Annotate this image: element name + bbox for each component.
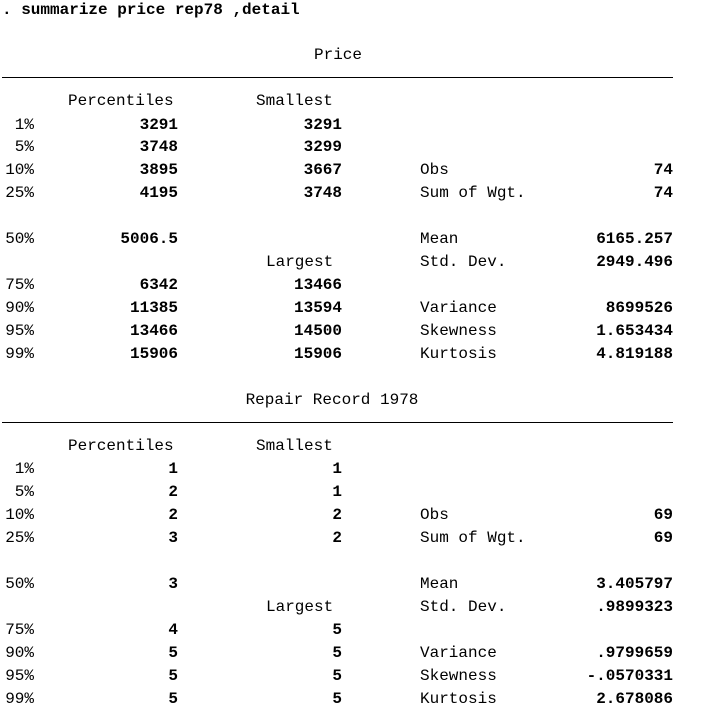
- stat-label: Mean: [420, 230, 459, 248]
- percentile-value: 5006.5: [120, 230, 178, 248]
- percent-label: 50%: [5, 230, 34, 248]
- stat-label: Variance: [420, 299, 497, 317]
- percentiles-header: Percentiles: [68, 437, 174, 455]
- stat-value: .9899323: [596, 598, 673, 616]
- largest-value: 14500: [293, 322, 342, 340]
- stat-value: 74: [653, 184, 673, 202]
- percentile-value: 3: [168, 529, 178, 547]
- smallest-value: 3299: [303, 138, 342, 156]
- stat-label: Obs: [420, 506, 449, 524]
- percentile-value: 11385: [129, 299, 178, 317]
- largest-value: 5: [332, 644, 342, 662]
- stat-value: 6165.257: [596, 230, 673, 248]
- percent-label: 90%: [5, 644, 34, 662]
- stat-label: Std. Dev.: [420, 598, 507, 616]
- percentile-value: 2: [168, 506, 178, 524]
- smallest-header: Smallest: [256, 92, 333, 110]
- largest-value: 5: [332, 667, 342, 685]
- smallest-value: 3748: [303, 184, 342, 202]
- percentile-value: 15906: [129, 345, 178, 363]
- command-line: . summarize price rep78 ,detail: [2, 1, 300, 19]
- percentiles-header: Percentiles: [68, 92, 174, 110]
- stat-value: -.0570331: [586, 667, 673, 685]
- percentile-value: 5: [168, 644, 178, 662]
- stat-value: 2.678086: [596, 690, 673, 708]
- percent-label: 25%: [5, 529, 34, 547]
- stat-label: Mean: [420, 575, 459, 593]
- percent-label: 5%: [14, 138, 34, 156]
- percentile-value: 2: [168, 483, 178, 501]
- table-divider: [2, 422, 673, 423]
- percent-label: 1%: [14, 460, 34, 478]
- stat-value: 8699526: [605, 299, 673, 317]
- percent-label: 99%: [5, 690, 34, 708]
- stat-value: .9799659: [596, 644, 673, 662]
- smallest-value: 1: [332, 460, 342, 478]
- percentile-value: 5: [168, 667, 178, 685]
- percent-label: 95%: [5, 667, 34, 685]
- percentile-value: 3748: [139, 138, 178, 156]
- smallest-value: 2: [332, 529, 342, 547]
- percent-label: 75%: [5, 276, 34, 294]
- percent-label: 50%: [5, 575, 34, 593]
- stat-value: 2949.496: [596, 253, 673, 271]
- percentile-value: 4195: [139, 184, 178, 202]
- stat-label: Variance: [420, 644, 497, 662]
- largest-value: 15906: [293, 345, 342, 363]
- stat-label: Obs: [420, 161, 449, 179]
- largest-header: Largest: [266, 598, 334, 616]
- stat-value: 74: [653, 161, 673, 179]
- percent-label: 10%: [5, 506, 34, 524]
- percent-label: 95%: [5, 322, 34, 340]
- stat-value: 69: [653, 529, 673, 547]
- percent-label: 99%: [5, 345, 34, 363]
- smallest-header: Smallest: [256, 437, 333, 455]
- percentile-value: 3: [168, 575, 178, 593]
- smallest-value: 3291: [303, 116, 342, 134]
- stat-value: 1.653434: [596, 322, 673, 340]
- stat-value: 69: [653, 506, 673, 524]
- largest-value: 5: [332, 690, 342, 708]
- smallest-value: 3667: [303, 161, 342, 179]
- stat-label: Skewness: [420, 667, 497, 685]
- largest-value: 13466: [293, 276, 342, 294]
- percent-label: 25%: [5, 184, 34, 202]
- percent-label: 10%: [5, 161, 34, 179]
- percent-label: 1%: [14, 116, 34, 134]
- percentile-value: 3291: [139, 116, 178, 134]
- stat-label: Kurtosis: [420, 690, 497, 708]
- percent-label: 90%: [5, 299, 34, 317]
- percentile-value: 13466: [129, 322, 178, 340]
- largest-header: Largest: [266, 253, 334, 271]
- table-divider: [2, 77, 673, 78]
- largest-value: 13594: [293, 299, 342, 317]
- largest-value: 5: [332, 621, 342, 639]
- stat-label: Kurtosis: [420, 345, 497, 363]
- stat-label: Skewness: [420, 322, 497, 340]
- percentile-value: 5: [168, 690, 178, 708]
- stat-label: Sum of Wgt.: [420, 184, 526, 202]
- table-title: Repair Record 1978: [245, 391, 419, 409]
- percentile-value: 3895: [139, 161, 178, 179]
- stat-label: Sum of Wgt.: [420, 529, 526, 547]
- smallest-value: 2: [332, 506, 342, 524]
- stat-value: 3.405797: [596, 575, 673, 593]
- table-title: Price: [313, 46, 362, 64]
- percent-label: 5%: [14, 483, 34, 501]
- percentile-value: 4: [168, 621, 178, 639]
- smallest-value: 1: [332, 483, 342, 501]
- percentile-value: 1: [168, 460, 178, 478]
- stat-label: Std. Dev.: [420, 253, 507, 271]
- stat-value: 4.819188: [596, 345, 673, 363]
- percentile-value: 6342: [139, 276, 178, 294]
- percent-label: 75%: [5, 621, 34, 639]
